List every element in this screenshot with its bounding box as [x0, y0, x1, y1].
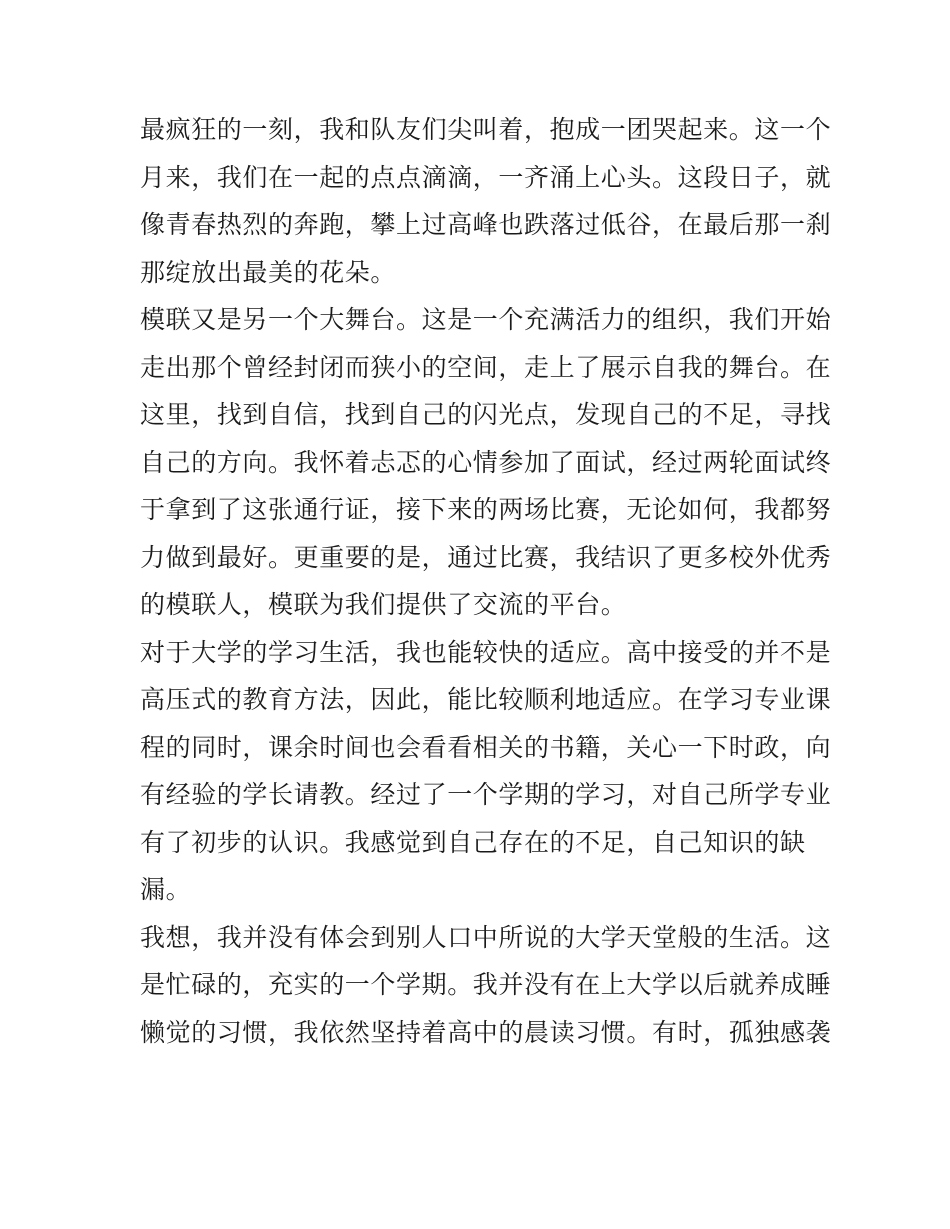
text-line: 对于大学的学习生活，我也能较快的适应。高中接受的并不是 — [140, 637, 832, 667]
text-line: 高压式的教育方法，因此，能比较顺利地适应。在学习专业课 — [140, 685, 832, 714]
text-line: 模联又是另一个大舞台。这是一个充满活力的组织，我们开始 — [140, 305, 832, 334]
text-line: 自己的方向。我怀着忐忑的心情参加了面试，经过两轮面试终 — [140, 447, 832, 477]
text-line: 程的同时，课余时间也会看看相关的书籍，关心一下时政，向 — [140, 732, 832, 762]
text-line: 那绽放出最美的花朵。 — [140, 257, 397, 287]
text-line: 漏。 — [140, 875, 192, 904]
paragraph-2 — [140, 296, 832, 629]
paragraph-1 — [140, 106, 832, 296]
text-line: 我想，我并没有体会到别人口中所说的大学天堂般的生活。这 — [140, 922, 832, 952]
text-line: 有了初步的认识。我感觉到自己存在的不足，自己知识的缺 — [140, 827, 806, 857]
text-line: 有经验的学长请教。经过了一个学期的学习，对自己所学专业 — [140, 780, 832, 809]
text-line: 于拿到了这张通行证，接下来的两场比赛，无论如何，我都努 — [140, 495, 832, 524]
text-line: 像青春热烈的奔跑，攀上过高峰也跌落过低谷，在最后那一刹 — [140, 210, 832, 239]
text-line: 的模联人，模联为我们提供了交流的平台。 — [140, 590, 627, 619]
text-line: 走出那个曾经封闭而狭小的空间，走上了展示自我的舞台。在 — [140, 352, 832, 382]
paragraph-3 — [140, 629, 832, 914]
text-line: 月来，我们在一起的点点滴滴，一齐涌上心头。这段日子，就 — [140, 162, 832, 192]
text-line: 这里，找到自信，找到自己的闪光点，发现自己的不足，寻找 — [140, 400, 832, 429]
text-line: 是忙碌的，充实的一个学期。我并没有在上大学以后就养成睡 — [140, 970, 832, 999]
text-line: 最疯狂的一刻，我和队友们尖叫着，抱成一团哭起来。这一个 — [140, 115, 832, 144]
document-body — [140, 106, 832, 1056]
text-line: 力做到最好。更重要的是，通过比赛，我结识了更多校外优秀 — [140, 542, 832, 572]
paragraph-4 — [140, 914, 832, 1057]
text-line: 懒觉的习惯，我依然坚持着高中的晨读习惯。有时，孤独感袭 — [140, 1017, 832, 1047]
